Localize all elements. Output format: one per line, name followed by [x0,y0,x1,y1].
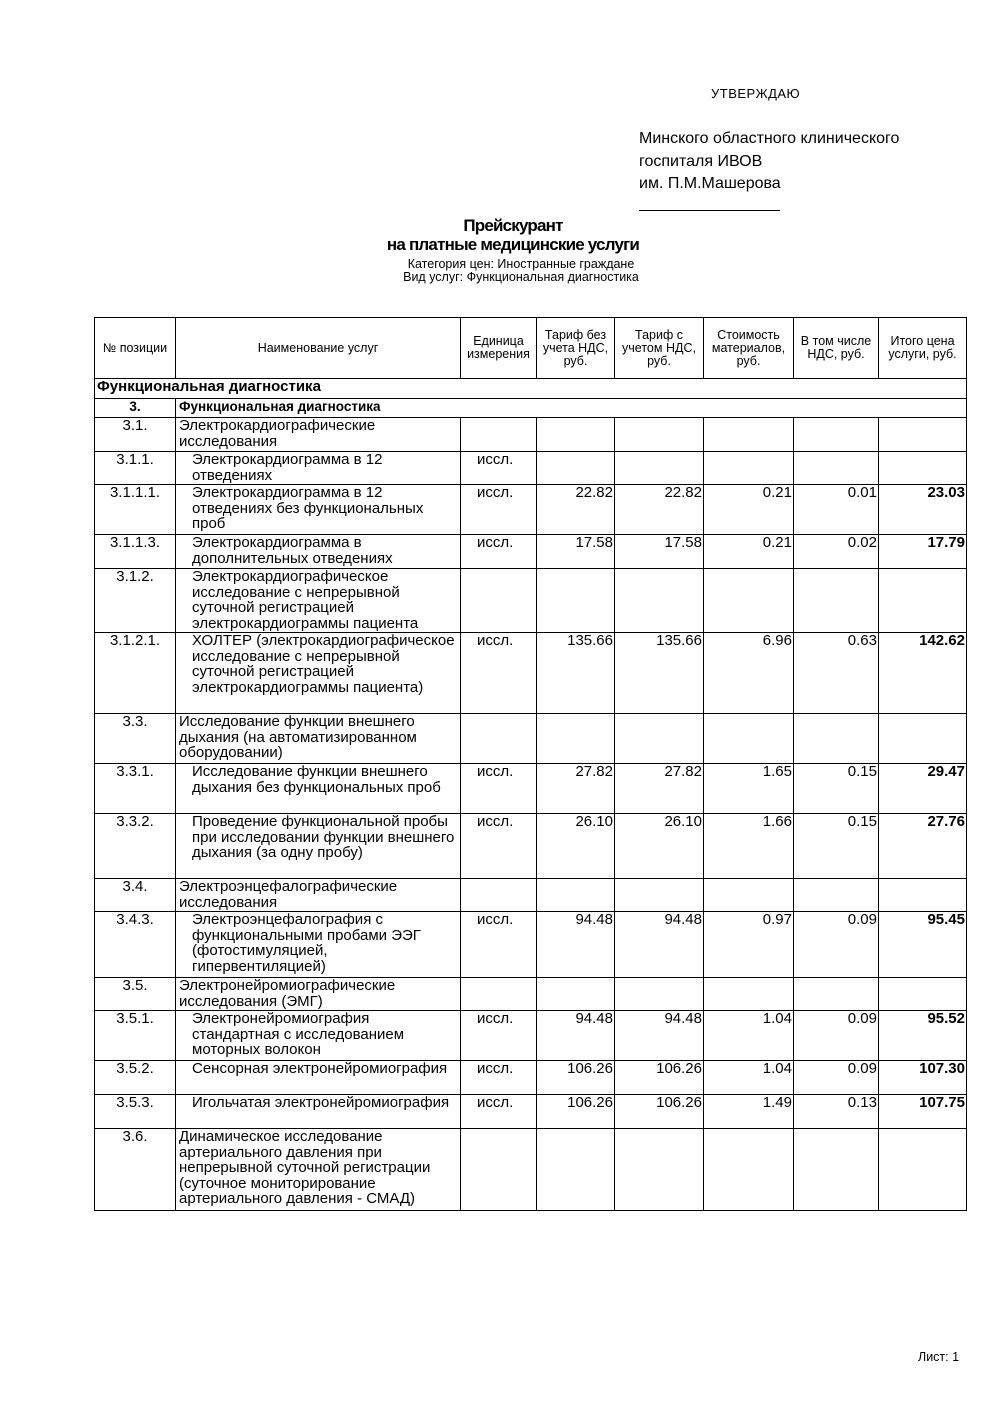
row-tariff-no-vat [537,452,615,485]
row-code: 3.3.2. [95,814,176,879]
row-service-name: Исследование функции внешнего дыхания (на автоматизированном оборудовании) [176,714,461,764]
row-vat-incl [794,879,879,912]
row-tariff-vat [615,714,704,764]
row-total: 29.47 [879,764,967,814]
row-tariff-vat: 94.48 [615,912,704,978]
row-vat-incl [794,1129,879,1211]
row-tariff-vat: 106.26 [615,1061,704,1095]
row-tariff-vat [615,418,704,452]
row-unit [461,714,537,764]
row-tariff-vat [615,1129,704,1211]
document-title: Прейскурант [463,216,563,235]
row-total [879,418,967,452]
table-row [95,978,967,1011]
row-code: 3.4.3. [95,912,176,978]
row-total [879,452,967,485]
row-code: 3.5.2. [95,1061,176,1095]
row-tariff-vat [615,452,704,485]
organization-block [639,128,899,196]
row-total: 107.75 [879,1095,967,1129]
row-tariff-no-vat [537,714,615,764]
row-code: 3.5.1. [95,1011,176,1061]
row-total: 27.76 [879,814,967,879]
col-header-tariff-vat: Тариф с учетом НДС, руб. [615,318,704,379]
row-service-name: Электрокардиографические исследования [176,418,461,452]
price-category: Категория цен: Иностранные граждане [407,257,635,271]
row-materials: 1.66 [704,814,794,879]
row-tariff-no-vat: 22.82 [537,485,615,535]
row-unit: иссл. [461,485,537,535]
service-type: Вид услуг: Функциональная диагностика [403,270,639,284]
row-total [879,1129,967,1211]
row-vat-incl [794,569,879,633]
row-vat-incl: 0.09 [794,912,879,978]
row-service-name: Динамическое исследование артериального давления при непрерывной суточной регистрации (суточное мониторирование артериального давления - СМАД) [176,1129,461,1211]
row-vat-incl [794,714,879,764]
row-unit: иссл. [461,764,537,814]
approve-label: УТВЕРЖДАЮ [711,86,801,101]
row-tariff-vat: 26.10 [615,814,704,879]
row-vat-incl: 0.63 [794,633,879,714]
row-materials: 0.21 [704,535,794,569]
section-row [95,379,967,399]
row-tariff-no-vat [537,418,615,452]
sheet-number: Лист: 1 [918,1350,960,1364]
table-row [95,452,967,485]
row-tariff-vat: 106.26 [615,1095,704,1129]
row-unit: иссл. [461,1061,537,1095]
row-total: 95.45 [879,912,967,978]
row-unit: иссл. [461,633,537,714]
row-service-name: Игольчатая электронейромиография [176,1095,461,1129]
row-materials: 1.04 [704,1011,794,1061]
row-vat-incl: 0.09 [794,1011,879,1061]
row-service-name: Электрокардиограмма в 12 отведениях без функциональных проб [176,485,461,535]
col-header-pos: № позиции [95,318,176,379]
row-total [879,879,967,912]
row-total [879,978,967,1011]
org-line: Минского областного клинического [639,130,900,147]
table-row [95,633,967,714]
row-unit: иссл. [461,1011,537,1061]
row-total [879,714,967,764]
row-service-name: Электрокардиографическое исследование с непрерывной суточной регистрацией электрокардиограммы пациента [176,569,461,633]
row-tariff-no-vat: 27.82 [537,764,615,814]
row-unit: иссл. [461,814,537,879]
row-code: 3.4. [95,879,176,912]
row-vat-incl: 0.09 [794,1061,879,1095]
row-materials [704,452,794,485]
table-row [95,485,967,535]
row-unit [461,1129,537,1211]
row-tariff-no-vat [537,879,615,912]
table-row [95,535,967,569]
group-code: 3. [95,399,176,418]
table-row [95,1095,967,1129]
row-code: 3.1.1. [95,452,176,485]
row-tariff-vat: 94.48 [615,1011,704,1061]
org-line: госпиталя ИВОВ [639,152,763,170]
row-materials: 6.96 [704,633,794,714]
row-service-name: Электроэнцефалографические исследования [176,879,461,912]
row-vat-incl [794,978,879,1011]
row-vat-incl [794,418,879,452]
row-materials: 0.21 [704,485,794,535]
row-code: 3.6. [95,1129,176,1211]
row-materials: 0.97 [704,912,794,978]
org-line: им. П.М.Машерова [639,175,781,192]
row-service-name: Электроэнцефалография с функциональными пробами ЭЭГ (фотостимуляцией, гипервентиляцией) [176,912,461,978]
row-total: 17.79 [879,535,967,569]
row-code: 3.5. [95,978,176,1011]
row-service-name: Электрокардиограмма в 12 отведениях [176,452,461,485]
row-service-name: Электронейромиография стандартная с исследованием моторных волокон [176,1011,461,1061]
row-tariff-no-vat: 94.48 [537,1011,615,1061]
row-materials [704,714,794,764]
row-materials: 1.49 [704,1095,794,1129]
row-unit [461,879,537,912]
row-materials [704,978,794,1011]
row-tariff-no-vat: 17.58 [537,535,615,569]
row-code: 3.5.3. [95,1095,176,1129]
table-row [95,569,967,633]
row-total: 107.30 [879,1061,967,1095]
row-tariff-no-vat: 106.26 [537,1061,615,1095]
table-row [95,879,967,912]
row-materials [704,569,794,633]
table-row [95,814,967,879]
row-tariff-vat: 17.58 [615,535,704,569]
row-tariff-vat: 22.82 [615,485,704,535]
row-tariff-no-vat [537,1129,615,1211]
table-row [95,418,967,452]
row-tariff-vat: 135.66 [615,633,704,714]
row-code: 3.1.2.1. [95,633,176,714]
col-header-tariff-no-vat: Тариф без учета НДС, руб. [537,318,615,379]
section-title: Функциональная диагностика [95,379,967,399]
col-header-vat-incl: В том числе НДС, руб. [794,318,879,379]
row-tariff-no-vat: 135.66 [537,633,615,714]
row-code: 3.1.1.3. [95,535,176,569]
row-tariff-no-vat: 106.26 [537,1095,615,1129]
group-row [95,399,967,418]
row-vat-incl: 0.13 [794,1095,879,1129]
table-row [95,1061,967,1095]
row-service-name: Электрокардиограмма в дополнительных отведениях [176,535,461,569]
row-service-name: Сенсорная электронейромиография [176,1061,461,1095]
row-unit: иссл. [461,452,537,485]
col-header-materials: Стоимость материалов, руб. [704,318,794,379]
row-materials [704,1129,794,1211]
row-code: 3.3.1. [95,764,176,814]
row-tariff-vat [615,879,704,912]
row-vat-incl: 0.15 [794,814,879,879]
col-header-unit: Единица измерения [461,318,537,379]
row-tariff-vat [615,569,704,633]
row-unit: иссл. [461,535,537,569]
row-service-name: ХОЛТЕР (электрокардиографическое исследование с непрерывной суточной регистрацией электрокардиограммы пациента) [176,633,461,714]
row-tariff-no-vat: 26.10 [537,814,615,879]
row-unit [461,418,537,452]
col-header-name: Наименование услуг [176,318,461,379]
row-vat-incl [794,452,879,485]
table-row [95,1129,967,1211]
row-unit [461,978,537,1011]
table-row [95,912,967,978]
row-total: 95.52 [879,1011,967,1061]
row-code: 3.3. [95,714,176,764]
row-vat-incl: 0.02 [794,535,879,569]
row-service-name: Проведение функциональной пробы при исследовании функции внешнего дыхания (за одну пробу) [176,814,461,879]
row-tariff-no-vat [537,569,615,633]
row-materials [704,879,794,912]
row-materials: 1.65 [704,764,794,814]
col-header-total: Итого цена услуги, руб. [879,318,967,379]
row-tariff-vat: 27.82 [615,764,704,814]
row-service-name: Электронейромиографические исследования (ЭМГ) [176,978,461,1011]
document-subtitle: на платные медицинские услуги [386,235,640,254]
group-title: Функциональная диагностика [176,399,967,418]
row-total [879,569,967,633]
row-vat-incl: 0.01 [794,485,879,535]
row-total: 23.03 [879,485,967,535]
signature-line [639,210,780,211]
row-unit: иссл. [461,912,537,978]
row-tariff-vat [615,978,704,1011]
row-code: 3.1.1.1. [95,485,176,535]
table-row [95,764,967,814]
row-unit: иссл. [461,1095,537,1129]
row-tariff-no-vat: 94.48 [537,912,615,978]
price-table [94,317,967,1211]
row-code: 3.1.2. [95,569,176,633]
row-total: 142.62 [879,633,967,714]
row-code: 3.1. [95,418,176,452]
table-header-row [95,318,967,379]
row-tariff-no-vat [537,978,615,1011]
row-materials: 1.04 [704,1061,794,1095]
row-vat-incl: 0.15 [794,764,879,814]
row-materials [704,418,794,452]
table-row [95,714,967,764]
row-unit [461,569,537,633]
row-service-name: Исследование функции внешнего дыхания без функциональных проб [176,764,461,814]
table-row [95,1011,967,1061]
